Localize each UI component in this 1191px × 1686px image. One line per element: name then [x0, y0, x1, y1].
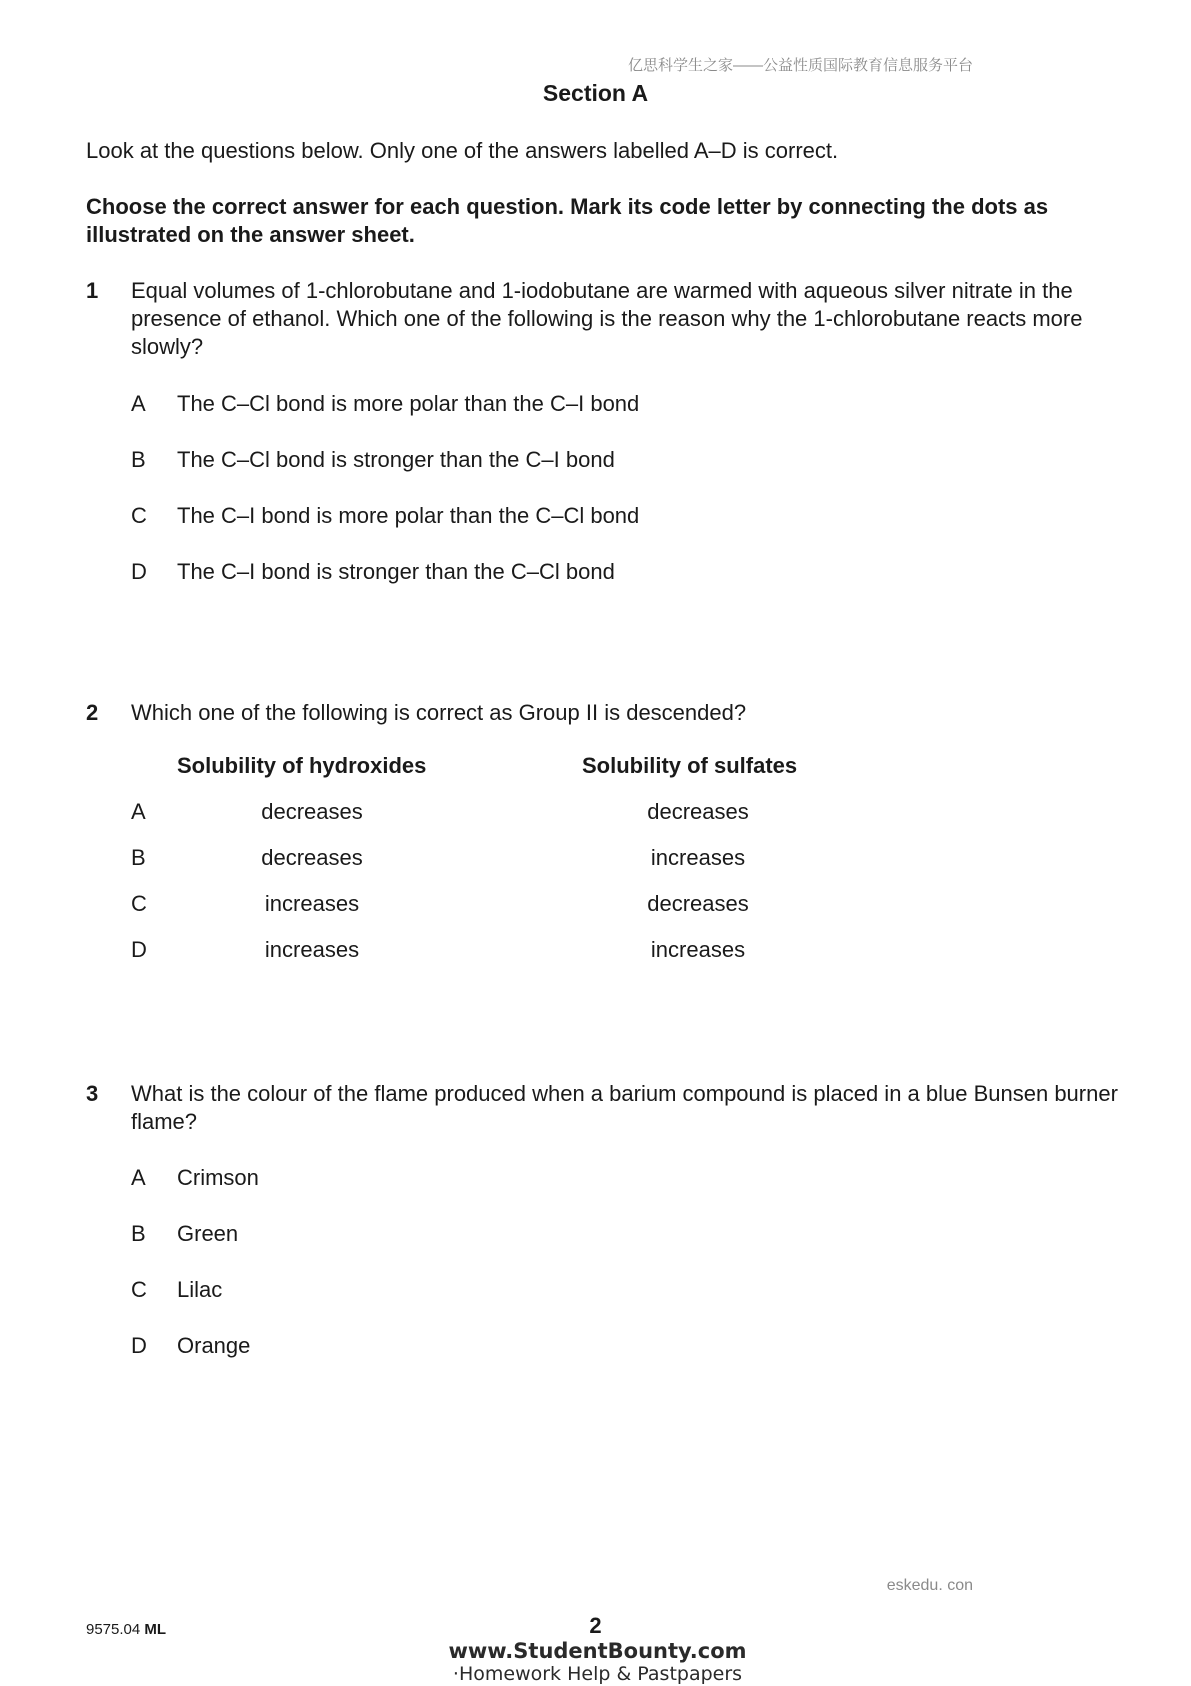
q2-row-d-hydroxides: increases	[264, 937, 360, 962]
q1-option-a	[131, 390, 639, 418]
section-title: Section A	[542, 80, 649, 106]
option-text: Orange	[177, 1333, 251, 1358]
option-letter: C	[131, 1277, 147, 1302]
q2-row-b-hydroxides: decreases	[261, 845, 363, 870]
header-hydroxides: Solubility of hydroxides	[177, 753, 427, 778]
logo-line-2: ·Homework Help & Pastpapers	[452, 1663, 743, 1685]
q1-option-c	[131, 502, 639, 530]
question-number: 3	[86, 1081, 99, 1106]
intro-text: Look at the questions below. Only one of the answers labelled A–D is correct.	[86, 138, 839, 163]
watermark-bottom: eskedu. con	[886, 1577, 973, 1594]
q2-row-d-sulfates: increases	[650, 937, 746, 962]
q3-option-a	[131, 1164, 259, 1192]
question-stem: Which one of the following is correct as Group II is descended?	[131, 700, 747, 725]
option-letter: D	[131, 1333, 147, 1358]
page-number: 2	[589, 1613, 602, 1638]
q2-row-c-sulfates: decreases	[647, 891, 749, 916]
option-text: Crimson	[177, 1165, 259, 1190]
q3-option-c	[131, 1276, 222, 1304]
q2-row-a-sulfates: decreases	[647, 799, 749, 824]
question-1	[86, 277, 1126, 361]
q2-row-b-letter: B	[131, 845, 146, 870]
option-letter: A	[131, 1165, 146, 1190]
option-text: The C–Cl bond is stronger than the C–I bond	[177, 447, 615, 472]
option-letter: C	[131, 503, 147, 528]
q2-row-a-letter: A	[131, 799, 146, 824]
studentbounty-logo	[445, 1640, 750, 1686]
q2-row-b-sulfates: increases	[650, 845, 746, 870]
question-stem: Equal volumes of 1-chlorobutane and 1-iodobutane are warmed with aqueous silver nitrate in the presence of ethanol. Which one of the following is the reason why the 1-chlorobutane reacts more slowly?	[131, 278, 1083, 359]
paper-code-suffix: ML	[144, 1621, 167, 1638]
q2-row-c-letter: C	[131, 891, 147, 916]
instructions-text: Choose the correct answer for each question. Mark its code letter by connecting the dots as illustrated on the answer sheet.	[86, 194, 1049, 247]
option-letter: D	[131, 559, 147, 584]
logo-line-1: www.StudentBounty.com	[448, 1639, 747, 1663]
option-text: Green	[177, 1221, 239, 1246]
q2-row-d-letter: D	[131, 937, 147, 962]
question-2	[86, 699, 1126, 727]
header-sulfates: Solubility of sulfates	[582, 753, 798, 778]
q1-option-d	[131, 558, 615, 586]
question-3	[86, 1080, 1126, 1136]
q2-row-a-hydroxides: decreases	[261, 799, 363, 824]
q2-row-c-hydroxides: increases	[264, 891, 360, 916]
option-text: Lilac	[177, 1277, 223, 1302]
question-number: 1	[86, 278, 99, 303]
question-stem: What is the colour of the flame produced when a barium compound is placed in a blue Bunsen burner flame?	[131, 1081, 1118, 1134]
question-number: 2	[86, 700, 99, 725]
q3-option-d	[131, 1332, 250, 1360]
option-letter: B	[131, 1221, 146, 1246]
option-letter: A	[131, 391, 146, 416]
option-text: The C–Cl bond is more polar than the C–I bond	[177, 391, 640, 416]
option-text: The C–I bond is stronger than the C–Cl bond	[177, 559, 615, 584]
q1-option-b	[131, 446, 615, 474]
option-letter: B	[131, 447, 146, 472]
option-text: The C–I bond is more polar than the C–Cl bond	[177, 503, 640, 528]
watermark-top: 亿思科学生之家——公益性质国际教育信息服务平台	[627, 57, 973, 74]
paper-code-number: 9575.04	[86, 1621, 141, 1638]
q3-option-b	[131, 1220, 238, 1248]
